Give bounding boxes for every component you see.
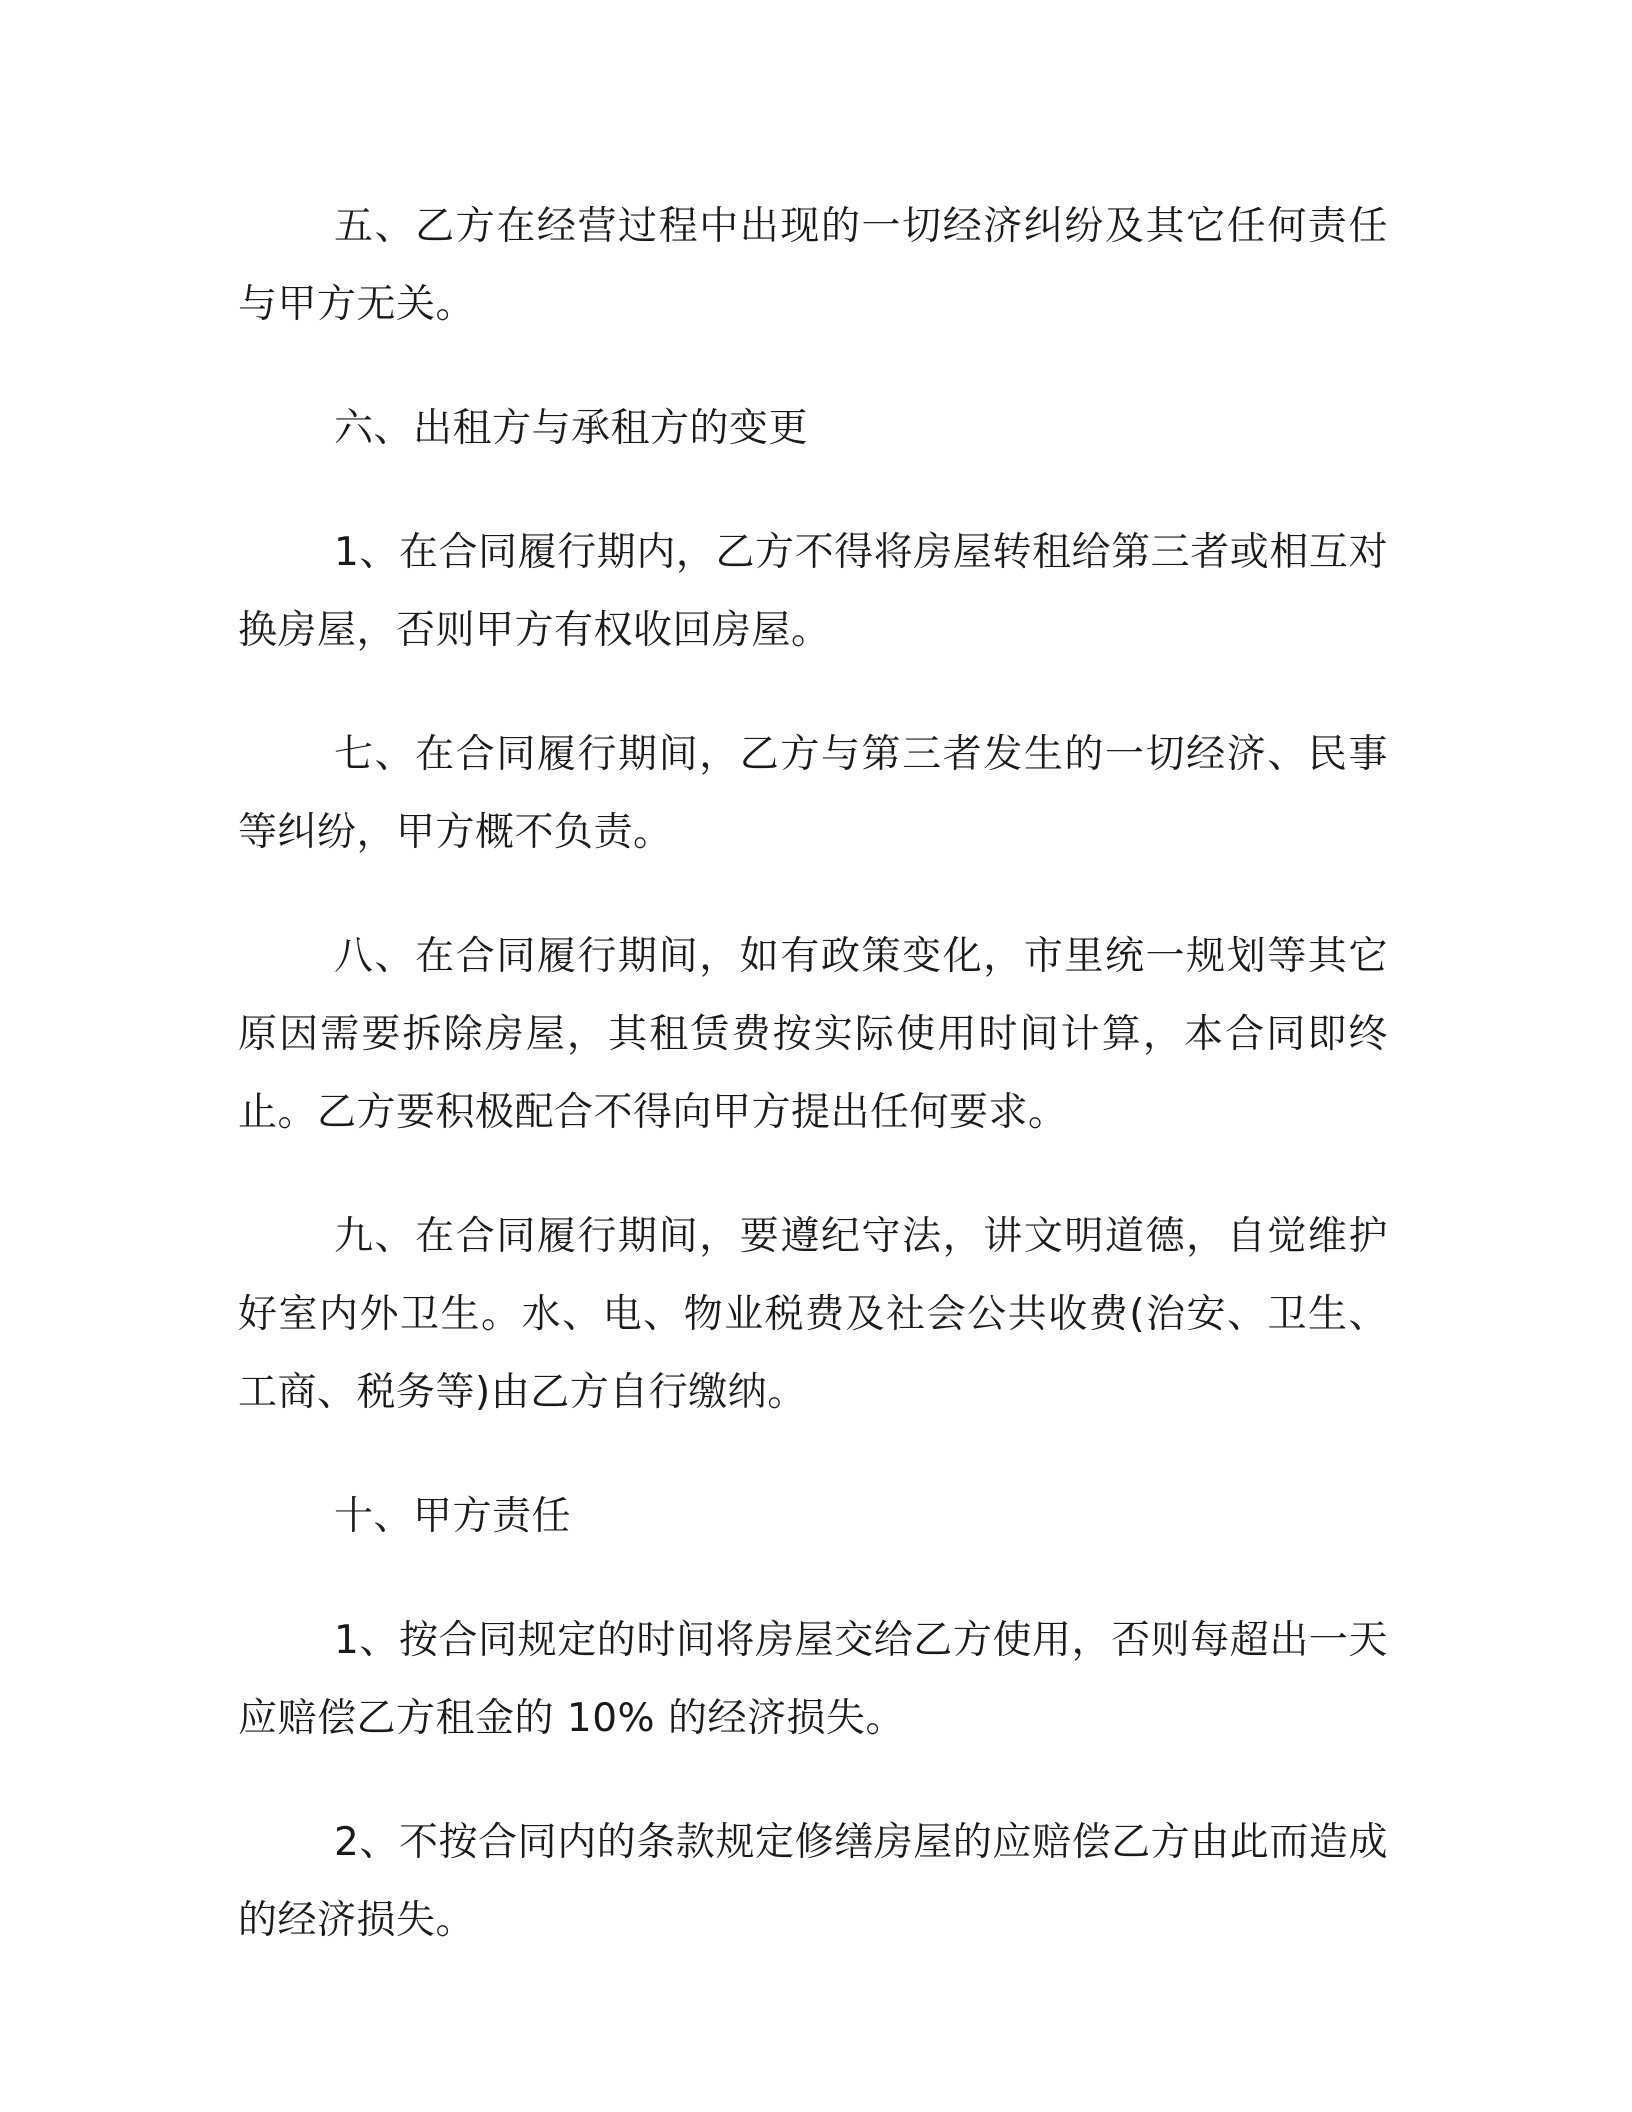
- clause-6-heading: 六、出租方与承租方的变更: [334, 406, 809, 451]
- clause-6-item-1: 1、在合同履行期内，乙方不得将房屋转租给第三者或相互对换房屋，否则甲方有权收回房屋。: [238, 530, 1388, 653]
- clause-5: 五、乙方在经营过程中出现的一切经济纠纷及其它任何责任与甲方无关。: [238, 204, 1388, 327]
- clause-7: 七、在合同履行期间，乙方与第三者发生的一切经济、民事等纠纷，甲方概不负责。: [238, 732, 1388, 855]
- clause-9: 九、在合同履行期间，要遵纪守法，讲文明道德，自觉维护好室内外卫生。水、电、物业税费及社会公共收费(治安、卫生、工商、税务等)由乙方自行缴纳。: [238, 1214, 1388, 1415]
- clause-10-heading: 十、甲方责任: [334, 1494, 572, 1539]
- document-page: [238, 188, 1388, 2006]
- clause-10-item-1: 1、按合同规定的时间将房屋交给乙方使用，否则每超出一天应赔偿乙方租金的 10% 的经济损失。: [238, 1618, 1388, 1741]
- clause-10-item-2: 2、不按合同内的条款规定修缮房屋的应赔偿乙方由此而造成的经济损失。: [238, 1820, 1388, 1943]
- clause-8: 八、在合同履行期间，如有政策变化，市里统一规划等其它原因需要拆除房屋，其租赁费按实际使用时间计算，本合同即终止。乙方要积极配合不得向甲方提出任何要求。: [238, 934, 1388, 1135]
